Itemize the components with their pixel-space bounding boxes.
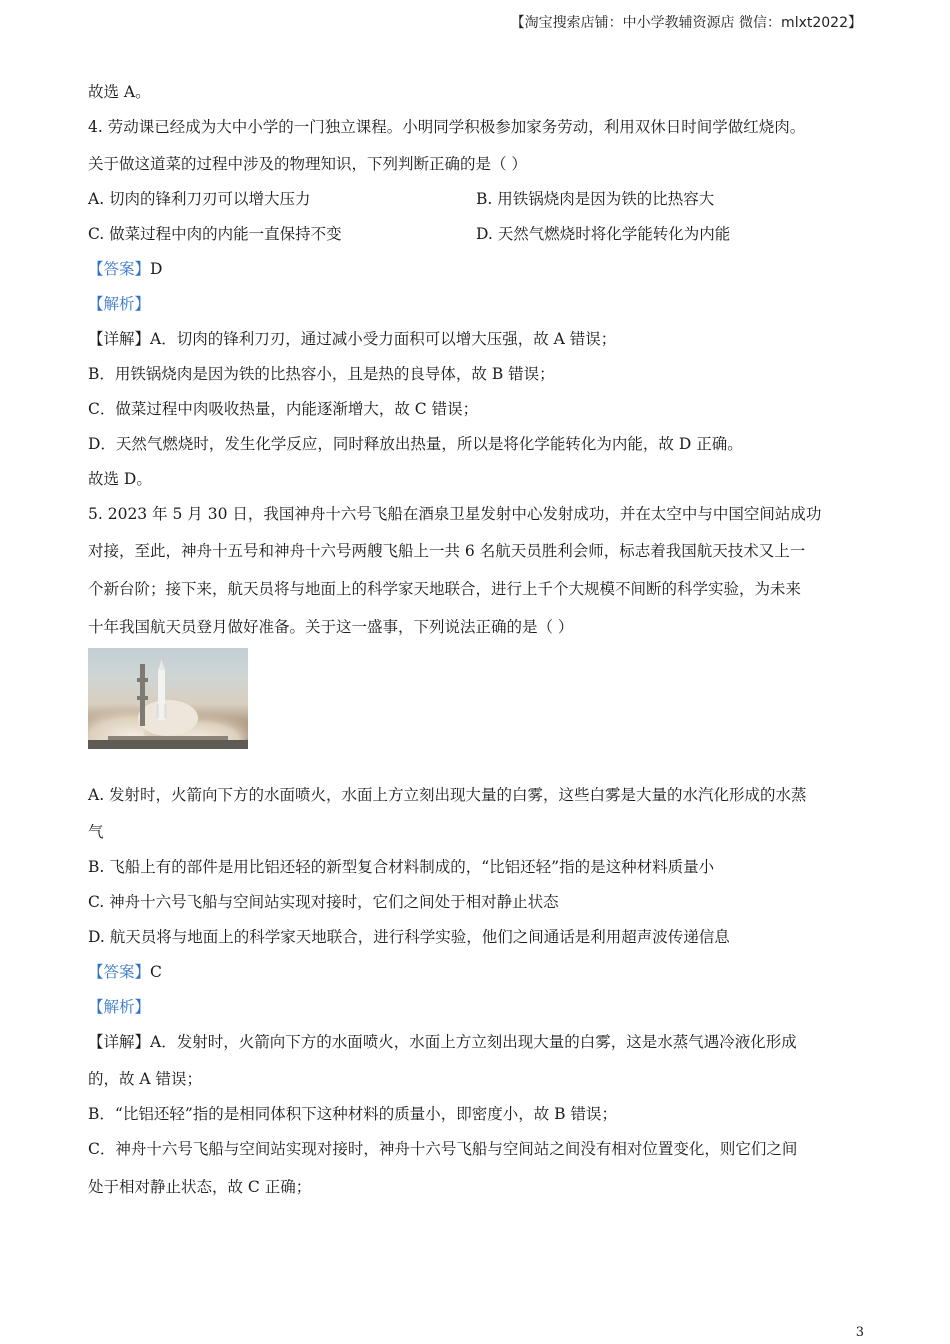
answer-value: D — [150, 260, 163, 278]
option-d: D. 航天员将与地面上的科学家天地联合，进行科学实验，他们之间通话是利用超声波传递信息 — [88, 928, 730, 946]
question-5-stem: 5. 2023 年 5 月 30 日，我国神舟十六号飞船在酒泉卫星发射中心发射成功，并在太空中与中国空间站成功 — [88, 505, 822, 523]
question-4-stem-2: 关于做这道菜的过程中涉及的物理知识，下列判断正确的是（ ） — [88, 155, 527, 173]
answer-label: 【答案】 — [88, 963, 151, 981]
rocket-launch-image — [88, 648, 248, 749]
detail-a-cont: 的，故 A 错误； — [88, 1070, 203, 1088]
detail-d: D．天然气燃烧时，发生化学反应，同时释放出热量，所以是将化学能转化为内能，故 D 正确。 — [88, 435, 743, 453]
question-5-stem-2: 对接，至此，神舟十五号和神舟十六号两艘飞船上一共 6 名航天员胜利会师，标志着我国航天技术又上一 — [88, 542, 806, 560]
option-c: C. 神舟十六号飞船与空间站实现对接时，它们之间处于相对静止状态 — [88, 893, 559, 911]
question-5-stem-4: 十年我国航天员登月做好准备。关于这一盛事，下列说法正确的是（ ） — [88, 618, 574, 636]
question-4-stem: 4. 劳动课已经成为大中小学的一门独立课程。小明同学积极参加家务劳动，利用双休日时间学做红烧肉。 — [88, 118, 806, 136]
detail-a: A．切肉的锋利刀刃，通过减小受力面积可以增大压强，故 A 错误； — [150, 330, 617, 348]
detail-label: 【详解】 — [88, 1033, 151, 1051]
analysis-label: 【解析】 — [88, 295, 151, 313]
question-5-stem-3: 个新台阶；接下来，航天员将与地面上的科学家天地联合，进行上千个大规模不间断的科学实验，为未来 — [88, 580, 802, 598]
detail-c-cont: 处于相对静止状态，故 C 正确； — [88, 1178, 312, 1196]
page-number: 3 — [855, 1325, 864, 1340]
option-b: B. 飞船上有的部件是用比铝还轻的新型复合材料制成的，“比铝还轻”指的是这种材料质量小 — [88, 858, 715, 876]
answer-line — [88, 962, 162, 982]
answer-label: 【答案】 — [88, 260, 151, 278]
answer-value: C — [150, 963, 162, 981]
answer-line — [88, 259, 162, 279]
option-a-cont: 气 — [88, 823, 104, 841]
option-a: A. 发射时，火箭向下方的水面喷火，水面上方立刻出现大量的白雾，这些白雾是大量的水汽化形成的水蒸 — [88, 786, 807, 804]
detail-b: B．“比铝还轻”指的是相同体积下这种材料的质量小，即密度小，故 B 错误； — [88, 1105, 617, 1123]
detail-line — [88, 329, 616, 349]
detail-c: C．神舟十六号飞船与空间站实现对接时，神舟十六号飞船与空间站之间没有相对位置变化，则它们之间 — [88, 1140, 798, 1158]
analysis-label: 【解析】 — [88, 998, 151, 1016]
option-a: A. 切肉的锋利刀刃可以增大压力 — [88, 190, 311, 208]
selection-line: 故选 D。 — [88, 470, 152, 488]
detail-label: 【详解】 — [88, 330, 151, 348]
page-header: 【淘宝搜索店铺：中小学教辅资源店 微信：mlxt2022】 — [510, 15, 862, 31]
detail-c: C．做菜过程中肉吸收热量，内能逐渐增大，故 C 错误； — [88, 400, 479, 418]
detail-line — [88, 1032, 797, 1052]
detail-a: A．发射时，火箭向下方的水面喷火，水面上方立刻出现大量的白雾，这是水蒸气遇冷液化形成 — [150, 1033, 797, 1051]
detail-b: B．用铁锅烧肉是因为铁的比热容小，且是热的良导体，故 B 错误； — [88, 365, 555, 383]
option-d: D. 天然气燃烧时将化学能转化为内能 — [476, 225, 731, 243]
rocket-launch-graphic — [88, 648, 248, 749]
option-b: B. 用铁锅烧肉是因为铁的比热容大 — [476, 190, 715, 208]
option-c: C. 做菜过程中肉的内能一直保持不变 — [88, 225, 342, 243]
text-line: 故选 A。 — [88, 83, 151, 101]
